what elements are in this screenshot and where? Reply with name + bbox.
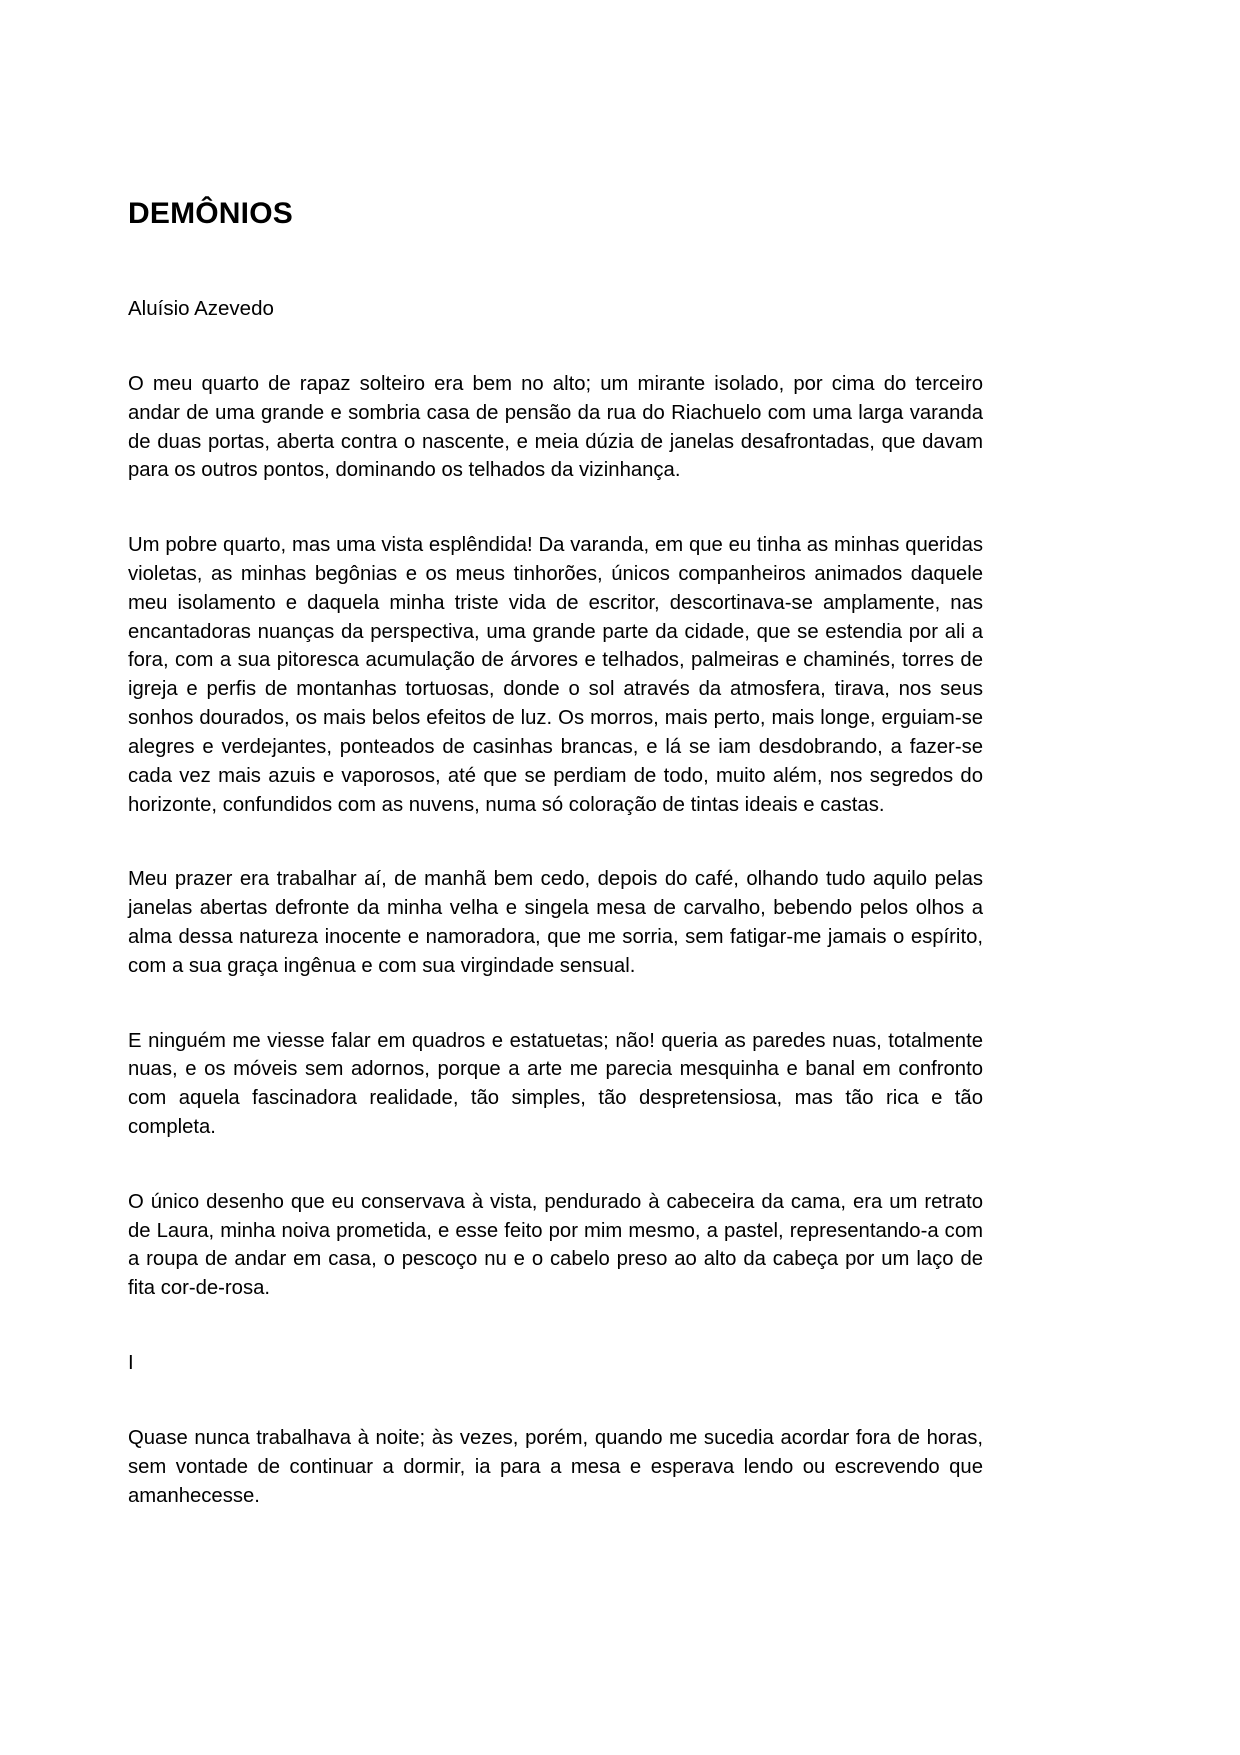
body-text [128, 370, 983, 1510]
paragraph-3: Meu prazer era trabalhar aí, de manhã bem cedo, depois do café, olhando tudo aquilo pelas janelas abertas defronte da minha velha e singela mesa de carvalho, bebendo pelos olhos a alma dessa natureza inocente e namoradora, que me sorria, sem fatigar-me jamais o espírito, com a sua graça ingênua e com sua virgindade sensual. [128, 868, 983, 977]
page-title: DEMÔNIOS [128, 197, 293, 230]
paragraph-5: O único desenho que eu conservava à vista, pendurado à cabeceira da cama, era um retrato de Laura, minha noiva prometida, e esse feito por mim mesmo, a pastel, representando-a com a roupa de andar em casa, o pescoço nu e o cabelo preso ao alto da cabeça por um laço de fita cor-de-rosa. [128, 1190, 983, 1300]
paragraph-6: Quase nunca trabalhava à noite; às vezes, porém, quando me sucedia acordar fora de horas, sem vontade de continuar a dormir, ia para a mesa e esperava lendo ou escrevendo que amanhecesse. [128, 1426, 983, 1507]
paragraph-2: Um pobre quarto, mas uma vista esplêndida! Da varanda, em que eu tinha as minhas queridas violetas, as minhas begônias e os meus tinhorões, únicos companheiros animados daquele meu isolamento e daquela minha triste vida de escritor, descortinava-se amplamente, nas encantadoras nuanças da perspectiva, uma grande parte da cidade, que se estendia por ali a fora, com a sua pitoresca acumulação de árvores e telhados, palmeiras e chaminés, torres de igreja e perfis de montanhas tortuosas, donde o sol através da atmosfera, tirava, nos seus sonhos dourados, os mais belos efeitos de luz. Os morros, mais perto, mais longe, erguiam-se alegres e verdejantes, ponteados de casinhas brancas, e lá se iam desdobrando, a fazer-se cada vez mais azuis e vaporosos, até que se perdiam de todo, muito além, nos segredos do horizonte, confundidos com as nuvens, numa só coloração de tintas ideais e castas. [128, 534, 983, 816]
paragraph-4: E ninguém me viesse falar em quadros e estatuetas; não! queria as paredes nuas, totalmente nuas, e os móveis sem adornos, porque a arte me parecia mesquinha e banal em confronto com aquela fascinadora realidade, tão simples, tão despretensiosa, mas tão rica e tão completa. [128, 1029, 983, 1139]
paragraph-1: O meu quarto de rapaz solteiro era bem no alto; um mirante isolado, por cima do terceiro andar de uma grande e sombria casa de pensão da rua do Riachuelo com uma larga varanda de duas portas, aberta contra o nascente, e meia dúzia de janelas desafrontadas, que davam para os outros pontos, dominando os telhados da vizinhança. [128, 372, 983, 482]
document-content [128, 196, 983, 1510]
author-name: Aluísio Azevedo [128, 297, 274, 321]
section-marker: I [128, 1352, 134, 1375]
